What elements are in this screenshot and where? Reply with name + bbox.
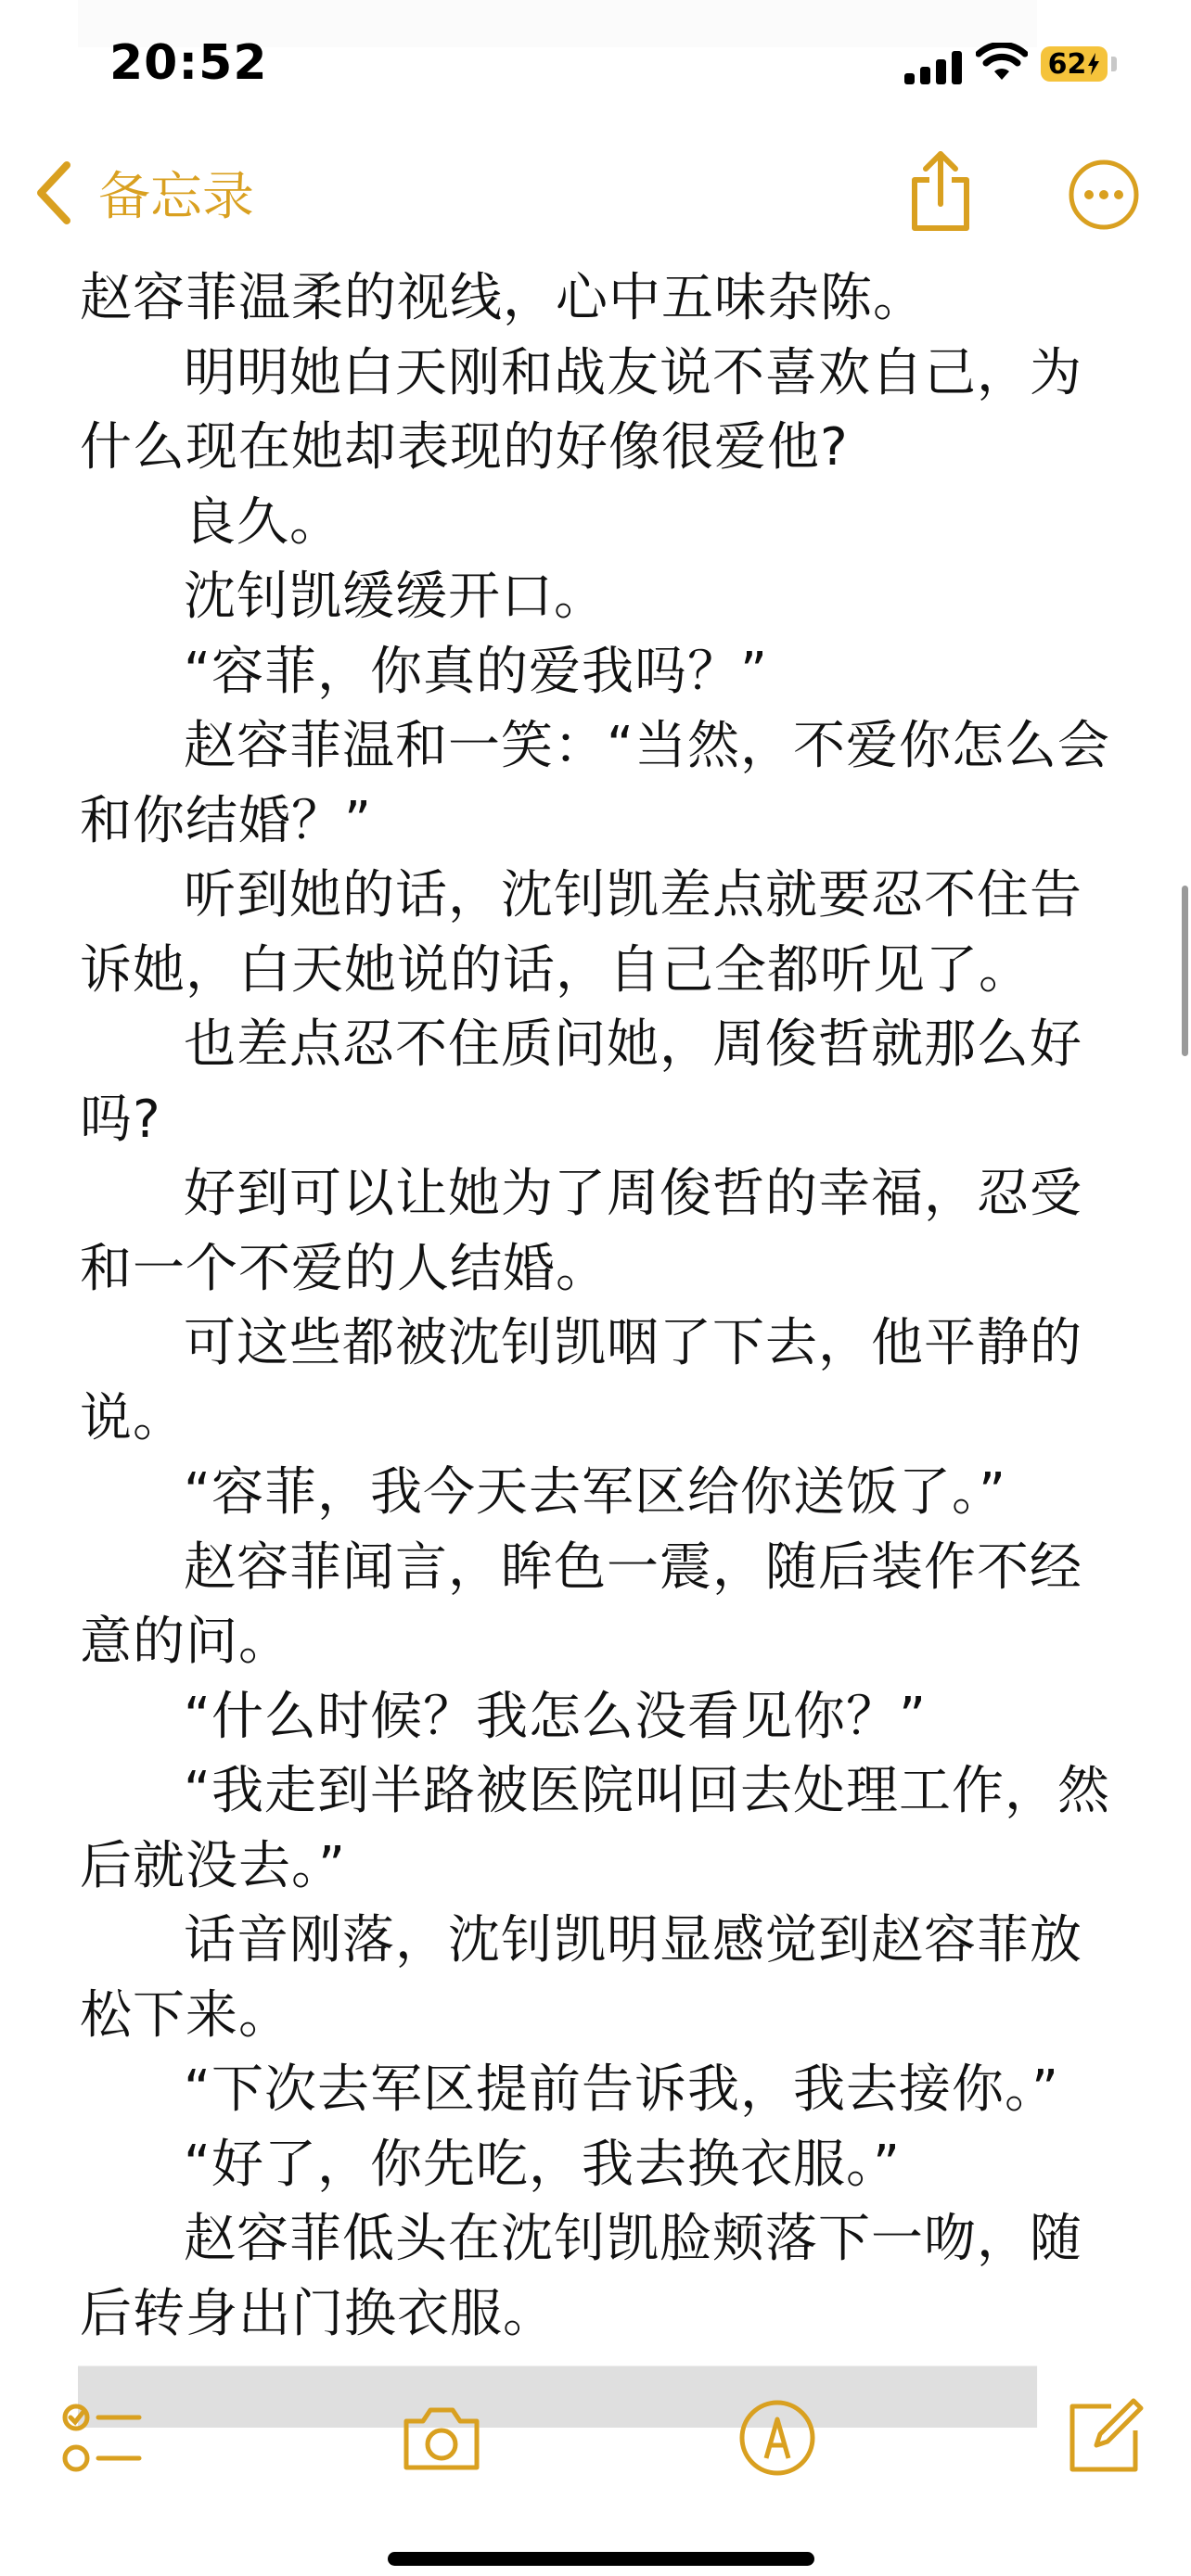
chevron-left-icon — [33, 159, 74, 226]
back-label: 备忘录 — [98, 167, 254, 227]
note-paragraph: “容菲，你真的爱我吗？” — [184, 641, 769, 702]
note-paragraph: 可这些都被沈钊凯咽了下去，他平静的说。 — [80, 1313, 1082, 1448]
note-paragraph: 赵容菲低头在沈钊凯脸颊落下一吻，随后转身出门换衣服。 — [80, 2209, 1082, 2344]
cellular-signal-icon — [904, 51, 964, 84]
note-body[interactable] — [80, 261, 1111, 2352]
scrolled-text-ghost-bottom: ████████████████████████ — [78, 2367, 1037, 2428]
note-paragraph: 赵容菲温和一笑：“当然，不爱你怎么会和你结婚？” — [80, 716, 1111, 851]
battery-indicator — [1041, 46, 1108, 82]
note-paragraph: 也差点忍不住质问她，周俊哲就那么好吗? — [80, 1014, 1082, 1150]
scroll-indicator[interactable] — [1182, 886, 1188, 1056]
wifi-icon — [976, 43, 1028, 83]
note-paragraph: 良久。 — [184, 491, 342, 553]
note-paragraph: 赵容菲温柔的视线，心中五味杂陈。 — [80, 268, 926, 328]
back-button[interactable] — [33, 156, 254, 230]
status-time: 20:52 — [109, 35, 268, 91]
note-paragraph: 明明她白天刚和战友说不喜欢自己，为什么现在她却表现的好像很爱他? — [80, 342, 1082, 478]
compose-icon[interactable] — [1059, 2393, 1148, 2482]
battery-cap — [1111, 57, 1117, 71]
status-bar — [0, 0, 1191, 139]
markup-pen-icon[interactable] — [733, 2393, 822, 2482]
note-paragraph: “容菲，我今天去军区给你送饭了。” — [184, 1462, 1007, 1523]
bottom-toolbar — [0, 2360, 1191, 2576]
note-paragraph: 听到她的话，沈钊凯差点就要忍不住告诉她，白天她说的话，自己全都听见了。 — [80, 865, 1082, 1001]
note-paragraph: “下次去军区提前告诉我，我去接你。” — [184, 2060, 1060, 2120]
note-paragraph: 沈钊凯缓缓开口。 — [184, 567, 607, 627]
more-icon[interactable] — [1067, 158, 1141, 232]
note-paragraph: “什么时候？我怎么没看见你？” — [184, 1686, 928, 1747]
note-paragraph: “我走到半路被医院叫回去处理工作，然后就没去。” — [80, 1761, 1111, 1896]
battery-percent: 62 — [1047, 47, 1087, 81]
note-paragraph: 赵容菲闻言，眸色一震，随后装作不经意的问。 — [80, 1537, 1082, 1672]
nav-bar — [0, 139, 1191, 250]
checklist-icon[interactable] — [58, 2393, 147, 2482]
charging-bolt-icon — [1087, 53, 1100, 75]
home-indicator — [388, 2552, 814, 2566]
note-paragraph: 好到可以让她为了周俊哲的幸福，忍受和一个不爱的人结婚。 — [80, 1164, 1082, 1299]
share-icon[interactable] — [907, 148, 974, 234]
note-paragraph: “好了，你先吃，我去换衣服。” — [184, 2134, 902, 2195]
camera-icon[interactable] — [397, 2393, 486, 2482]
note-paragraph: 话音刚落，沈钊凯明显感觉到赵容菲放松下来。 — [80, 1910, 1082, 2046]
